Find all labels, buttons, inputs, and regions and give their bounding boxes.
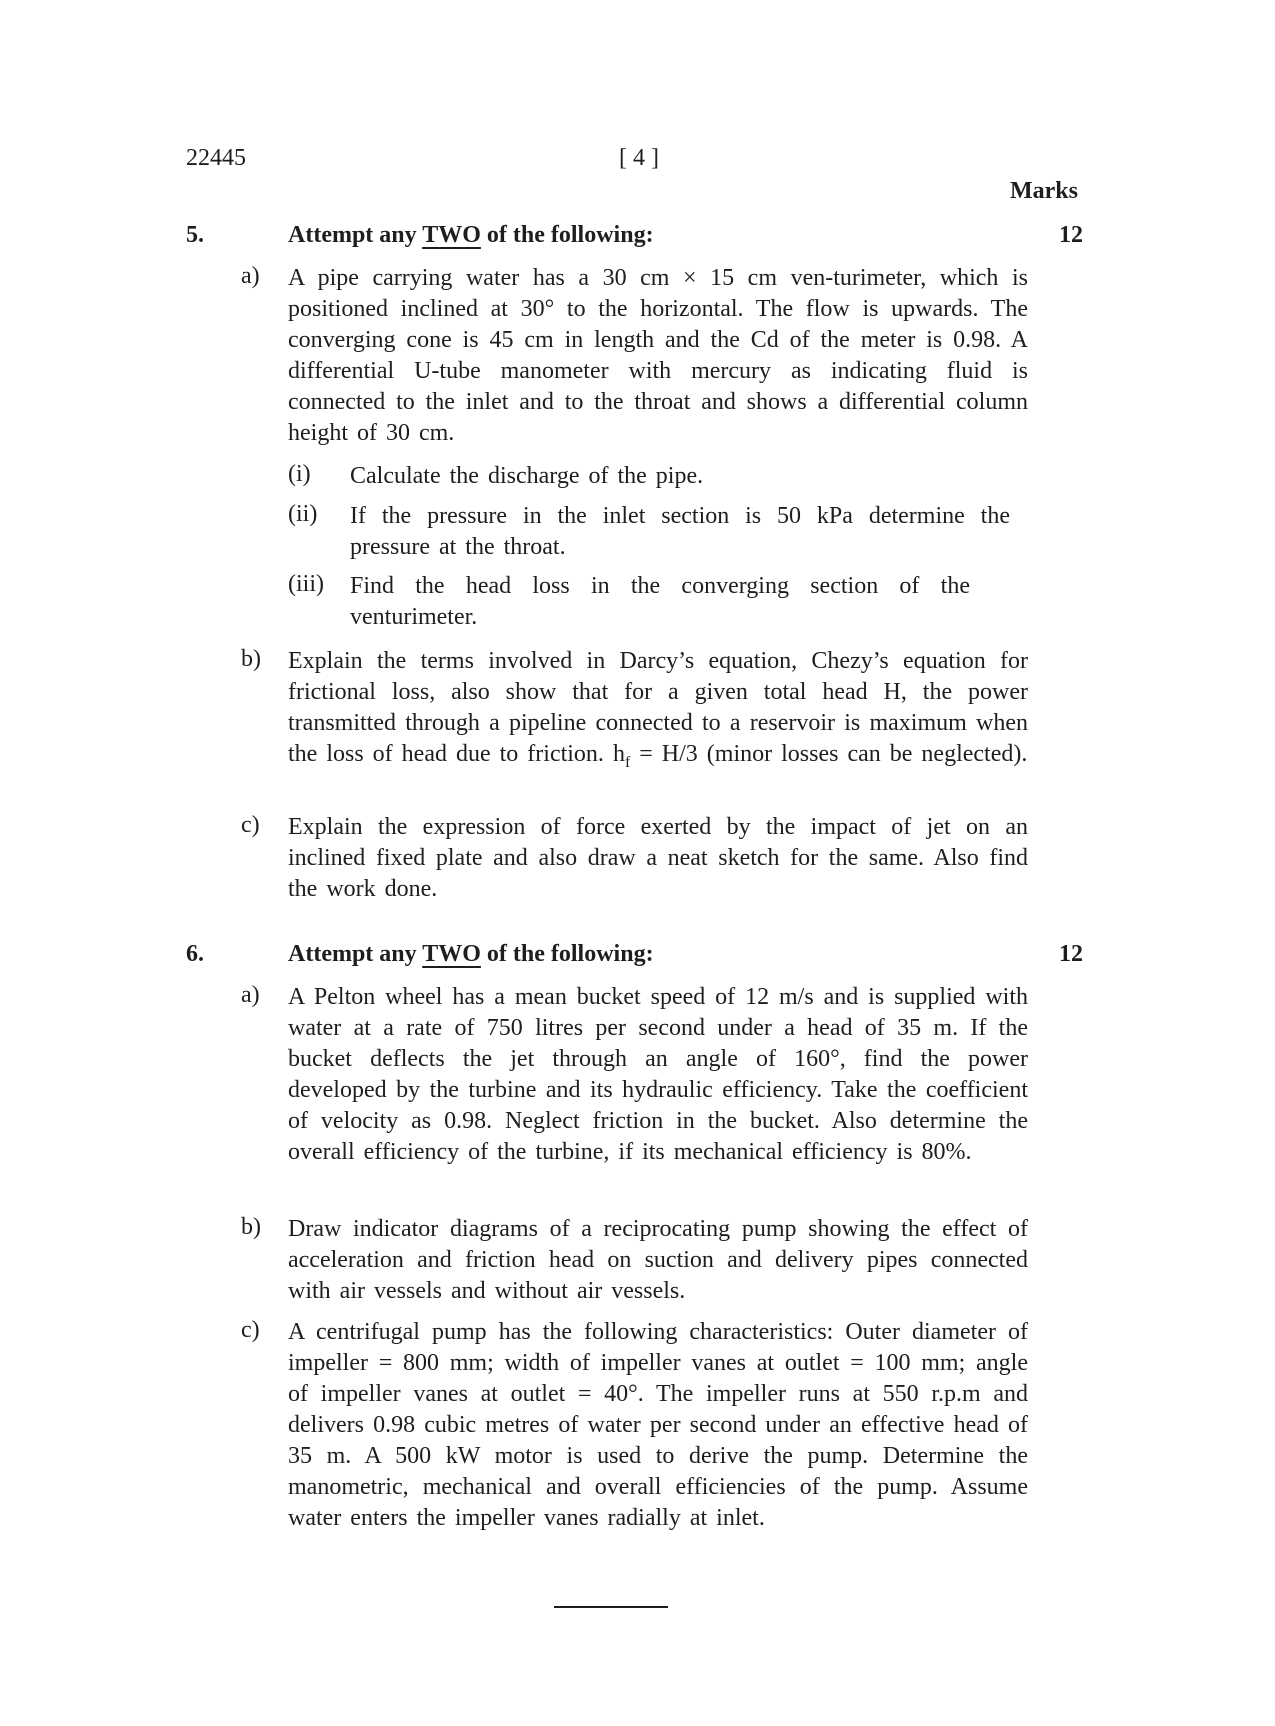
- q5a-ii-text: If the pressure in the inlet section is 50 kPa determine the pressure at the throat.: [350, 503, 1010, 560]
- formula-subscript: f: [624, 753, 631, 771]
- instruction-text: Attempt any: [288, 222, 423, 248]
- paper-code: 22445: [186, 145, 246, 171]
- question-5-marks: 12: [1059, 222, 1083, 248]
- q5b-text: [288, 646, 1028, 778]
- question-6-number: 6.: [186, 941, 204, 967]
- question-6-instruction: [288, 941, 654, 968]
- q6c-label: c): [241, 1317, 260, 1343]
- end-of-page-rule: [554, 1606, 668, 1608]
- marks-heading: Marks: [1010, 178, 1078, 204]
- q5c-label: c): [241, 812, 260, 838]
- instruction-text: of the following:: [480, 941, 654, 967]
- q6a-label: a): [241, 982, 260, 1008]
- formula-tail: = H/3 (minor losses can be neglected).: [630, 741, 1028, 767]
- q5a-i-label: (i): [288, 461, 311, 487]
- q6b-text: Draw indicator diagrams of a reciprocating pump showing the effect of acceleration and friction head on suction and delivery pipes connected with air vessels and without air vessels.: [288, 1216, 1028, 1304]
- question-6-marks: 12: [1059, 941, 1083, 967]
- q5a-ii-label: (ii): [288, 501, 318, 527]
- instruction-text: Attempt any: [288, 941, 423, 967]
- question-5-number: 5.: [186, 222, 204, 248]
- page-number: [ 4 ]: [619, 145, 659, 171]
- q5a-i-text: Calculate the discharge of the pipe.: [350, 463, 704, 489]
- question-5-instruction: [288, 222, 654, 249]
- instruction-text: of the following:: [480, 222, 654, 248]
- q5b-formula: [612, 741, 1028, 771]
- q6c-text: A centrifugal pump has the following characteristics: Outer diameter of impeller = 800 mm; width of impeller vanes at outlet = 100 mm; angle of impeller vanes at outlet = 40°. The impeller runs at 550 r.p.m and delivers 0.98 cubic metres of water per second under an effective head of 35 m. A 500 kW motor is used to derive the pump. Determine the manometric, mechanical and overall efficiencies of the pump. Assume water enters the impeller vanes radially at inlet.: [288, 1319, 1028, 1531]
- q5a-label: a): [241, 263, 260, 289]
- q6b-label: b): [241, 1214, 261, 1240]
- q5b-body: Explain the terms involved in Darcy’s equation, Chezy’s equation for frictional loss, also show that for a given total head H, the power transmitted through a pipeline connected to a reservoir is maximum when the loss of head due to friction.: [288, 648, 1028, 767]
- instruction-emphasis: TWO: [422, 941, 481, 967]
- q5a-iii-text: Find the head loss in the converging section of the venturimeter.: [350, 573, 970, 630]
- q6a-text: A Pelton wheel has a mean bucket speed of 12 m/s and is supplied with water at a rate of 750 litres per second under a head of 35 m. If the bucket deflects the jet through an angle of 160°, find the power developed by the turbine and its hydraulic efficiency. Take the coefficient of velocity as 0.98. Neglect friction in the bucket. Also determine the overall efficiency of the turbine, if its mechanical efficiency is 80%.: [288, 984, 1028, 1165]
- q5c-text: Explain the expression of force exerted by the impact of jet on an inclined fixed plate and also draw a neat sketch for the same. Also find the work done.: [288, 814, 1028, 902]
- q5b-label: b): [241, 646, 261, 672]
- instruction-emphasis: TWO: [422, 222, 481, 248]
- q5a-text: A pipe carrying water has a 30 cm × 15 cm ven-turimeter, which is positioned inclined at 30° to the horizontal. The flow is upwards. The converging cone is 45 cm in length and the Cd of the meter is 0.98. A differential U-tube manometer with mercury as indicating fluid is connected to the inlet and to the throat and shows a differential column height of 30 cm.: [288, 265, 1028, 446]
- q5a-iii-label: (iii): [288, 571, 324, 597]
- formula-symbol: h: [612, 741, 625, 767]
